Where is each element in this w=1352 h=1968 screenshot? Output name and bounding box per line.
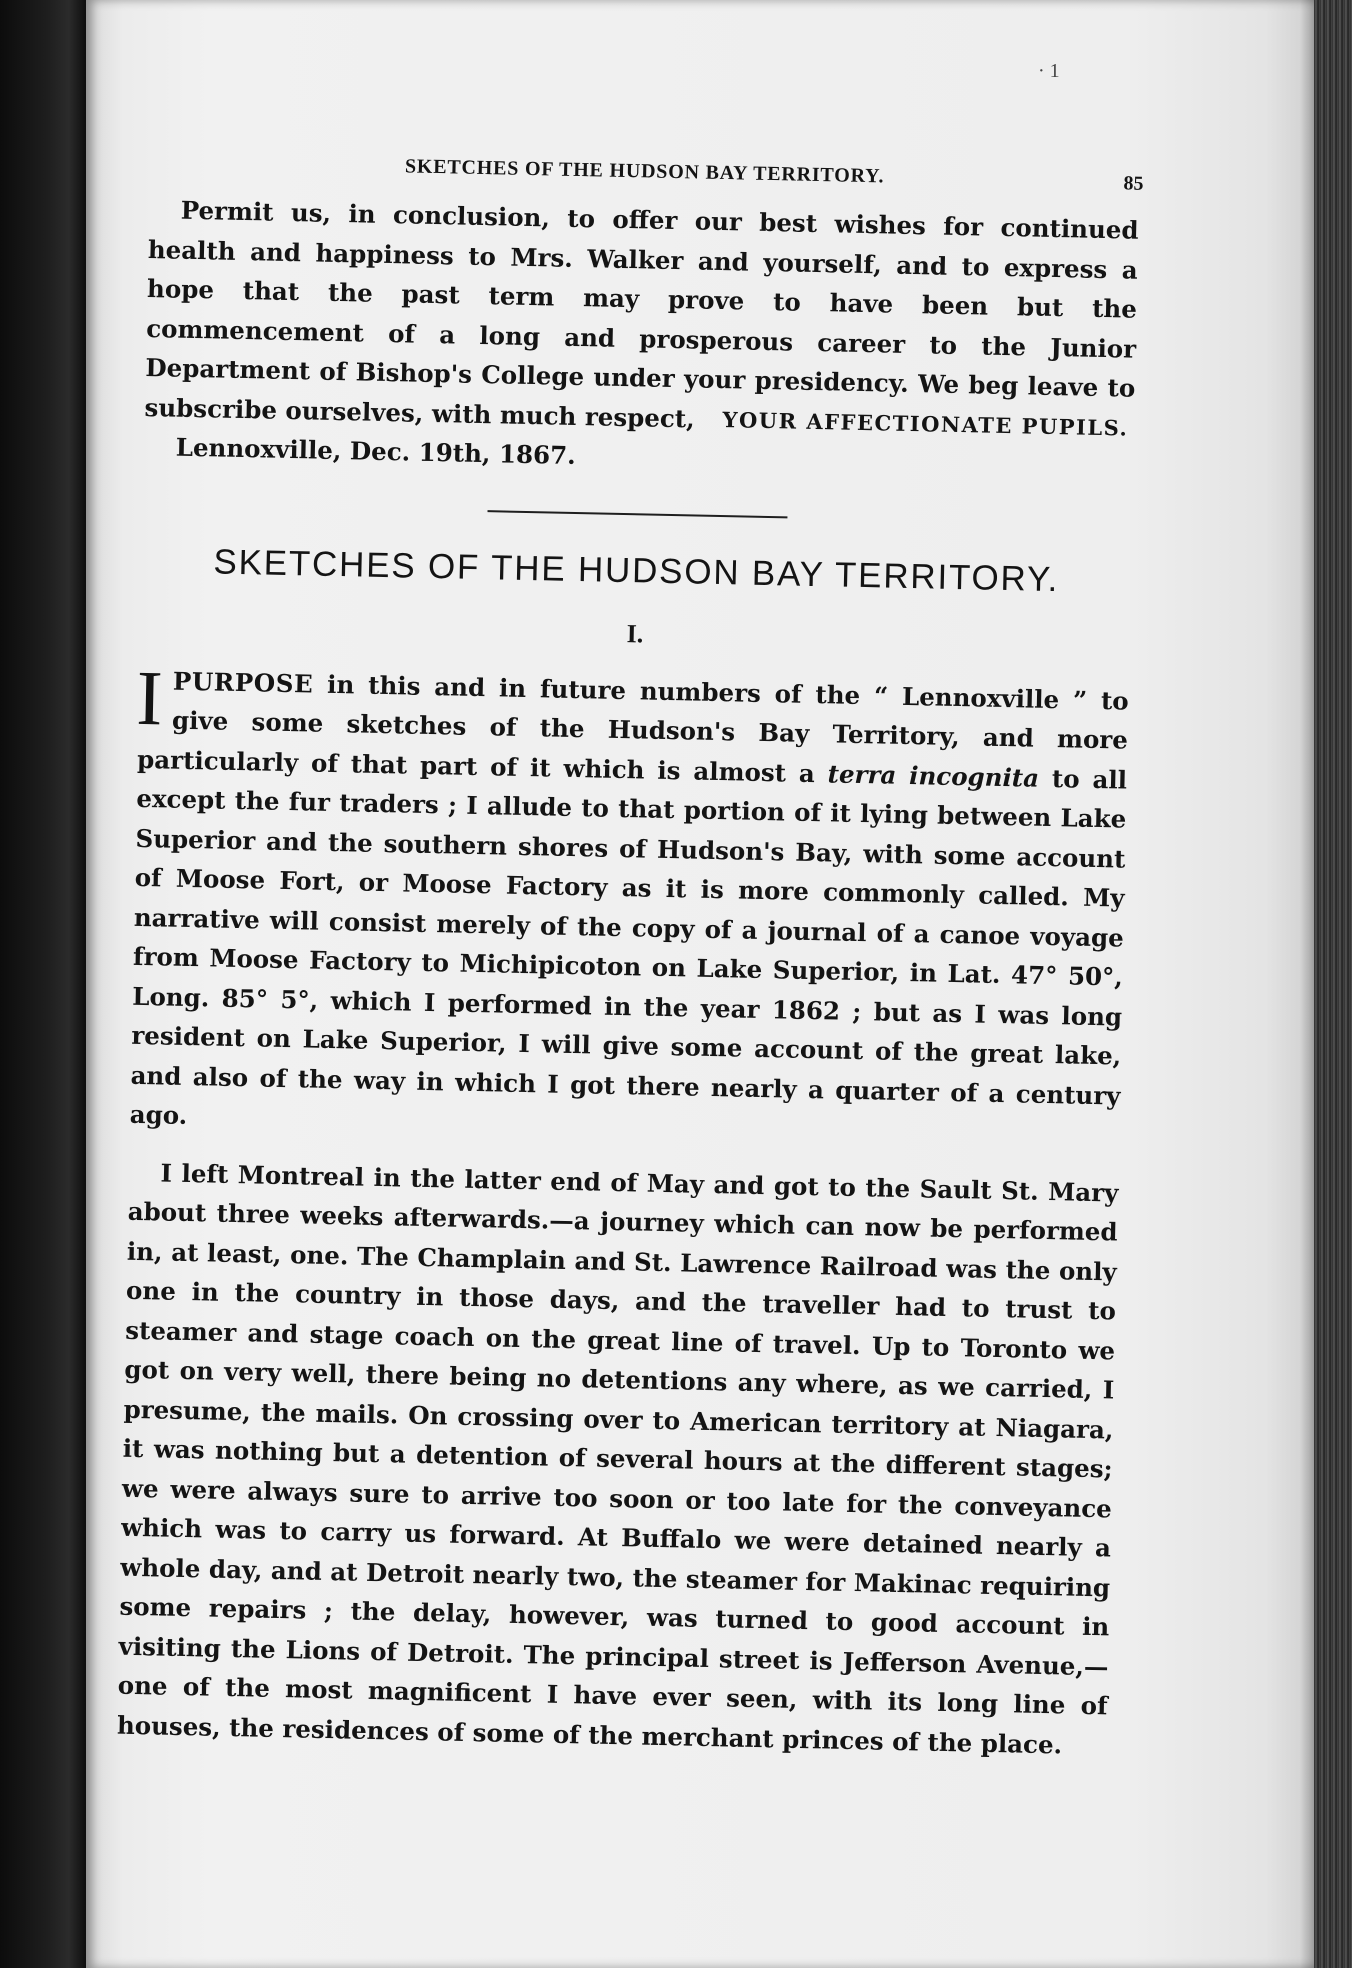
paragraph-1-text-a: in this and in future numbers of the “ Lennoxville ” to give some sketches of the Hudson's Bay Territory, and more particularly of that part of it which is almost a: [136, 669, 1129, 788]
page-stack-edge: [1314, 0, 1352, 1968]
section-divider-rule: [488, 510, 788, 518]
paragraph-1-text-b: to all except the fur traders ; I allude to that portion of it lying between Lake Superior and the southern shores of Hudson's Bay, with some account of Moose Fort, or Moose Factory as it is more commonly called. My narrative will consist merely of the copy of a journal of a canoe voyage from Moose Factory to Michipicoton on Lake Superior, in Lat. 47° 50°, Long. 85° 5°, which I performed in the year 1862 ; but as I was long resident on Lake Superior, I will give some account of the great lake, and also of the way in which I got there nearly a quarter of a century ago.: [129, 763, 1128, 1130]
text-column: [116, 150, 1144, 1765]
corner-mark: · 1: [1038, 60, 1060, 82]
section-number: I.: [626, 618, 644, 648]
letter-date-line: Lennoxville, Dec. 19th, 1867.: [175, 432, 577, 470]
page-number: 85: [1123, 172, 1144, 195]
book-spine-edge: [0, 0, 86, 1968]
letter-signature: YOUR AFFECTIONATE PUPILS.: [722, 407, 1129, 441]
letter-paragraph: Permit us, in conclusion, to offer our best wishes for continued health and happiness to Mrs. Walker and yourself, and to express a hope that the past term may prove to have been but the commencement of a long and prosperous career to the Junior Department of Bishop's College under your presidency. We beg leave to subscribe ourselves, with much respect,: [144, 195, 1139, 433]
italic-phrase: terra incognita: [827, 758, 1040, 793]
running-head-title: SKETCHES OF THE HUDSON BAY TERRITORY.: [404, 155, 885, 188]
opening-word: PURPOSE: [172, 666, 314, 699]
drop-cap: I: [135, 653, 164, 741]
article-paragraph-1: [129, 653, 1129, 1155]
article-title: SKETCHES OF THE HUDSON BAY TERRITORY.: [213, 541, 1060, 599]
article-paragraph-2: I left Montreal in the latter end of May and got to the Sault St. Mary about three weeks afterwards.—a journey which can now be performed in, at least, one. The Champlain and St. Lawrence Railroad was the only one in the country in those days, and the traveller had to trust to steamer and stage coach on the great line of travel. Up to Toronto we got on very well, there being no detentions any where, as we carried, I presume, the mails. On crossing over to American territory at Niagara, it was nothing but a detention of several hours at the different stages; we were always sure to arrive too soon or too late for the conveyance which was to carry us forward. At Buffalo we were detained nearly a whole day, and at Detroit nearly two, the steamer for Makinac requiring some repairs ; the delay, however, was turned to good account in visiting the Lions of Detroit. The principal street is Jefferson Avenue,—one of the most magnificent I have ever seen, with its long line of houses, the residences of some of the merchant princes of the place.: [116, 1157, 1119, 1759]
